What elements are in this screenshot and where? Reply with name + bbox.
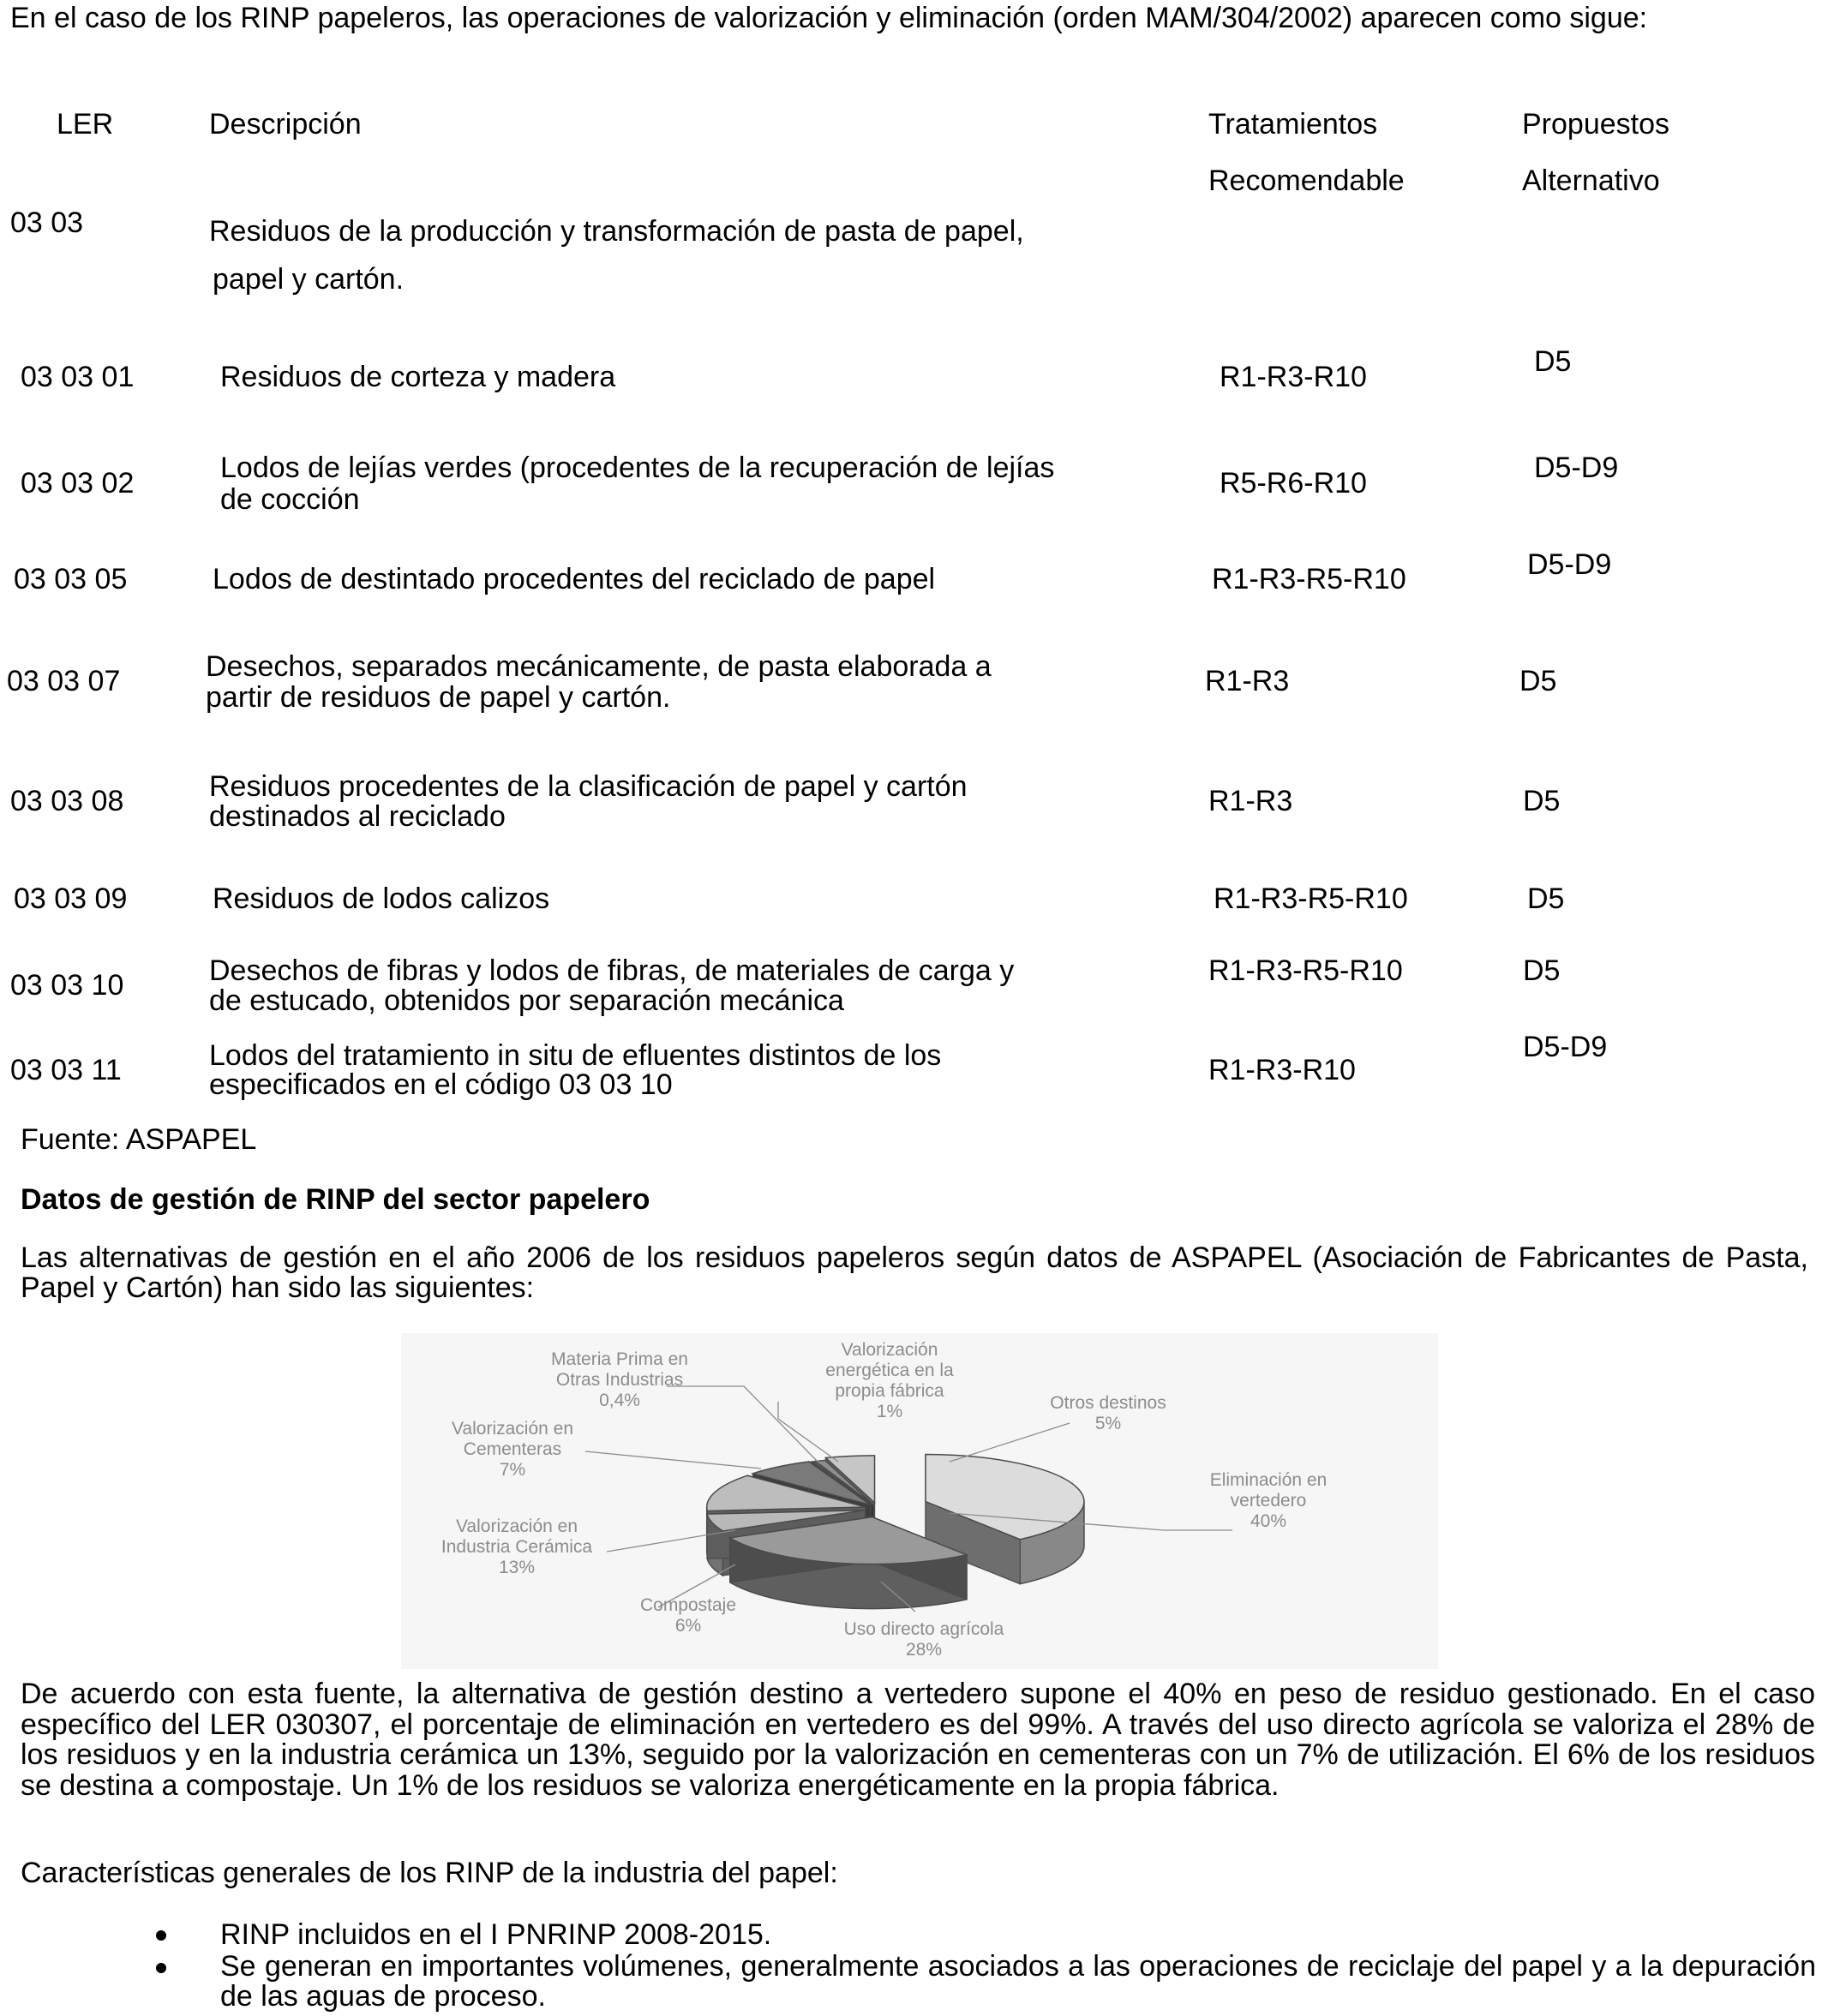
table-header-alternativo: Alternativo <box>1522 165 1660 197</box>
row-description: Residuos de lodos calizos <box>213 882 550 915</box>
table-group-desc-line2: papel y cartón. <box>213 263 405 296</box>
pie-chart-svg <box>401 1333 1438 1669</box>
slice-name-label: Otras Industrias <box>555 1370 684 1390</box>
row-alternativo: D5 <box>1534 345 1572 378</box>
slice-value-label: 7% <box>499 1460 526 1480</box>
slice-name-label: Valorización en <box>451 1419 574 1439</box>
slice-name-label: Industria Cerámica <box>441 1537 593 1557</box>
row-description-cont: partir de residuos de papel y cartón. <box>206 681 671 714</box>
row-alternativo: D5-D9 <box>1534 452 1619 484</box>
table-header-tratamientos: Tratamientos <box>1208 108 1378 141</box>
row-recomendable: R1-R3-R5-R10 <box>1214 882 1408 915</box>
bullet-item: Se generan en importantes volúmenes, generalmente asociados a las operaciones de reciclaje del papel y a la depuración de las aguas de proceso. <box>220 1950 1816 2013</box>
row-code: 03 03 09 <box>14 882 128 915</box>
paragraph-alternativas: Las alternativas de gestión en el año 2006 de los residuos papeleros según datos de ASPAPEL (Asociación de Fabricantes de Pasta, Papel y Cartón) han sido las siguientes: <box>21 1241 1808 1304</box>
row-alternativo: D5 <box>1519 665 1557 697</box>
table-header-propuestos: Propuestos <box>1522 108 1669 141</box>
slice-name-label: Compostaje <box>639 1595 737 1615</box>
row-description: Lodos de destintado procedentes del reciclado de papel <box>213 563 936 595</box>
slice-name-label: Eliminación en <box>1209 1470 1328 1490</box>
row-description-cont: de cocción <box>220 483 360 516</box>
row-code: 03 03 07 <box>7 665 121 697</box>
row-recomendable: R1-R3-R5-R10 <box>1208 954 1403 987</box>
table-group-code: 03 03 <box>10 206 84 239</box>
row-description-cont: de estucado, obtenidos por separación mecánica <box>209 984 844 1017</box>
row-alternativo: D5-D9 <box>1523 1031 1608 1063</box>
slice-name-label: propia fábrica <box>835 1381 944 1401</box>
row-recomendable: R5-R6-R10 <box>1220 467 1367 500</box>
row-recomendable: R1-R3 <box>1205 665 1290 697</box>
slice-value-label: 6% <box>674 1616 702 1636</box>
table-header-descripcion: Descripción <box>209 108 362 141</box>
paragraph-analisis: De acuerdo con esta fuente, la alternativa de gestión destino a vertedero supone el 40% en peso de residuo gestionado. En el caso específico del LER 030307, el porcentaje de eliminación en vertedero es del 99%. A través del uso directo agrícola se valoriza el 28% de los residuos y en la industria cerámica un 13%, seguido por la valorización en cementeras con un 7% de utilización. El 6% de los residuos se destina a compostaje. Un 1% de los residuos se valoriza energéticamente en la propia fábrica. <box>21 1678 1815 1802</box>
row-description-cont: destinados al reciclado <box>209 800 506 833</box>
slice-name-label: Otros destinos <box>1050 1393 1166 1413</box>
slice-name-label: Materia Prima en <box>551 1349 688 1369</box>
pie-chart <box>401 1333 1438 1669</box>
bullet-marker <box>156 1930 166 1941</box>
source-note: Fuente: ASPAPEL <box>21 1123 257 1156</box>
row-recomendable: R1-R3-R10 <box>1208 1054 1356 1086</box>
row-code: 03 03 05 <box>14 563 128 595</box>
row-code: 03 03 10 <box>10 969 124 1002</box>
row-description: Lodos de lejías verdes (procedentes de la recuperación de lejías <box>220 452 1055 484</box>
slice-name-label: Cementeras <box>463 1439 562 1459</box>
slice-name-label: energética en la <box>825 1361 954 1380</box>
bullet-item: RINP incluidos en el I PNRINP 2008-2015. <box>220 1918 772 1951</box>
row-description: Desechos de fibras y lodos de fibras, de materiales de carga y <box>209 954 1015 987</box>
row-code: 03 03 01 <box>21 361 135 393</box>
leader-line <box>950 1423 1070 1462</box>
bullet-marker <box>156 1963 166 1973</box>
row-code: 03 03 08 <box>10 785 124 817</box>
leader-line <box>667 1386 819 1463</box>
row-recomendable: R1-R3-R5-R10 <box>1212 563 1406 595</box>
slice-name-label: Uso directo agrícola <box>843 1619 1004 1639</box>
section-heading: Datos de gestión de RINP del sector papelero <box>21 1183 650 1216</box>
row-code: 03 03 11 <box>10 1054 122 1086</box>
slice-value-label: 40% <box>1250 1511 1287 1531</box>
table-header-ler: LER <box>57 108 114 141</box>
slice-value-label: 13% <box>498 1558 536 1577</box>
row-description-cont: especificados en el código 03 03 10 <box>209 1068 673 1101</box>
row-alternativo: D5 <box>1523 785 1561 817</box>
row-description: Desechos, separados mecánicamente, de pasta elaborada a <box>206 650 992 683</box>
slice-value-label: 5% <box>1094 1414 1122 1433</box>
table-group-desc-line1: Residuos de la producción y transformación de pasta de papel, <box>209 215 1024 248</box>
row-alternativo: D5-D9 <box>1527 548 1612 581</box>
slice-name-label: Valorización en <box>455 1516 578 1536</box>
row-code: 03 03 02 <box>21 467 135 500</box>
row-description: Residuos de corteza y madera <box>220 361 616 393</box>
slice-name-label: vertedero <box>1230 1491 1307 1511</box>
row-recomendable: R1-R3 <box>1208 785 1293 817</box>
slice-value-label: 28% <box>905 1640 943 1660</box>
paragraph-caracteristicas: Características generales de los RINP de la industria del papel: <box>21 1857 838 1889</box>
row-alternativo: D5 <box>1527 882 1565 915</box>
slice-name-label: Valorización <box>841 1340 938 1360</box>
row-alternativo: D5 <box>1523 954 1561 987</box>
row-description: Residuos procedentes de la clasificación de papel y cartón <box>209 770 968 803</box>
slice-value-label: 0,4% <box>599 1391 640 1410</box>
row-description: Lodos del tratamiento in situ de efluentes distintos de los <box>209 1039 942 1072</box>
table-header-recomendable: Recomendable <box>1208 165 1405 197</box>
intro-paragraph: En el caso de los RINP papeleros, las operaciones de valorización y eliminación (orden MAM/304/2002) aparecen como sigue: <box>10 2 1648 34</box>
slice-value-label: 1% <box>876 1402 903 1421</box>
row-recomendable: R1-R3-R10 <box>1220 361 1367 393</box>
leader-line <box>585 1451 761 1469</box>
